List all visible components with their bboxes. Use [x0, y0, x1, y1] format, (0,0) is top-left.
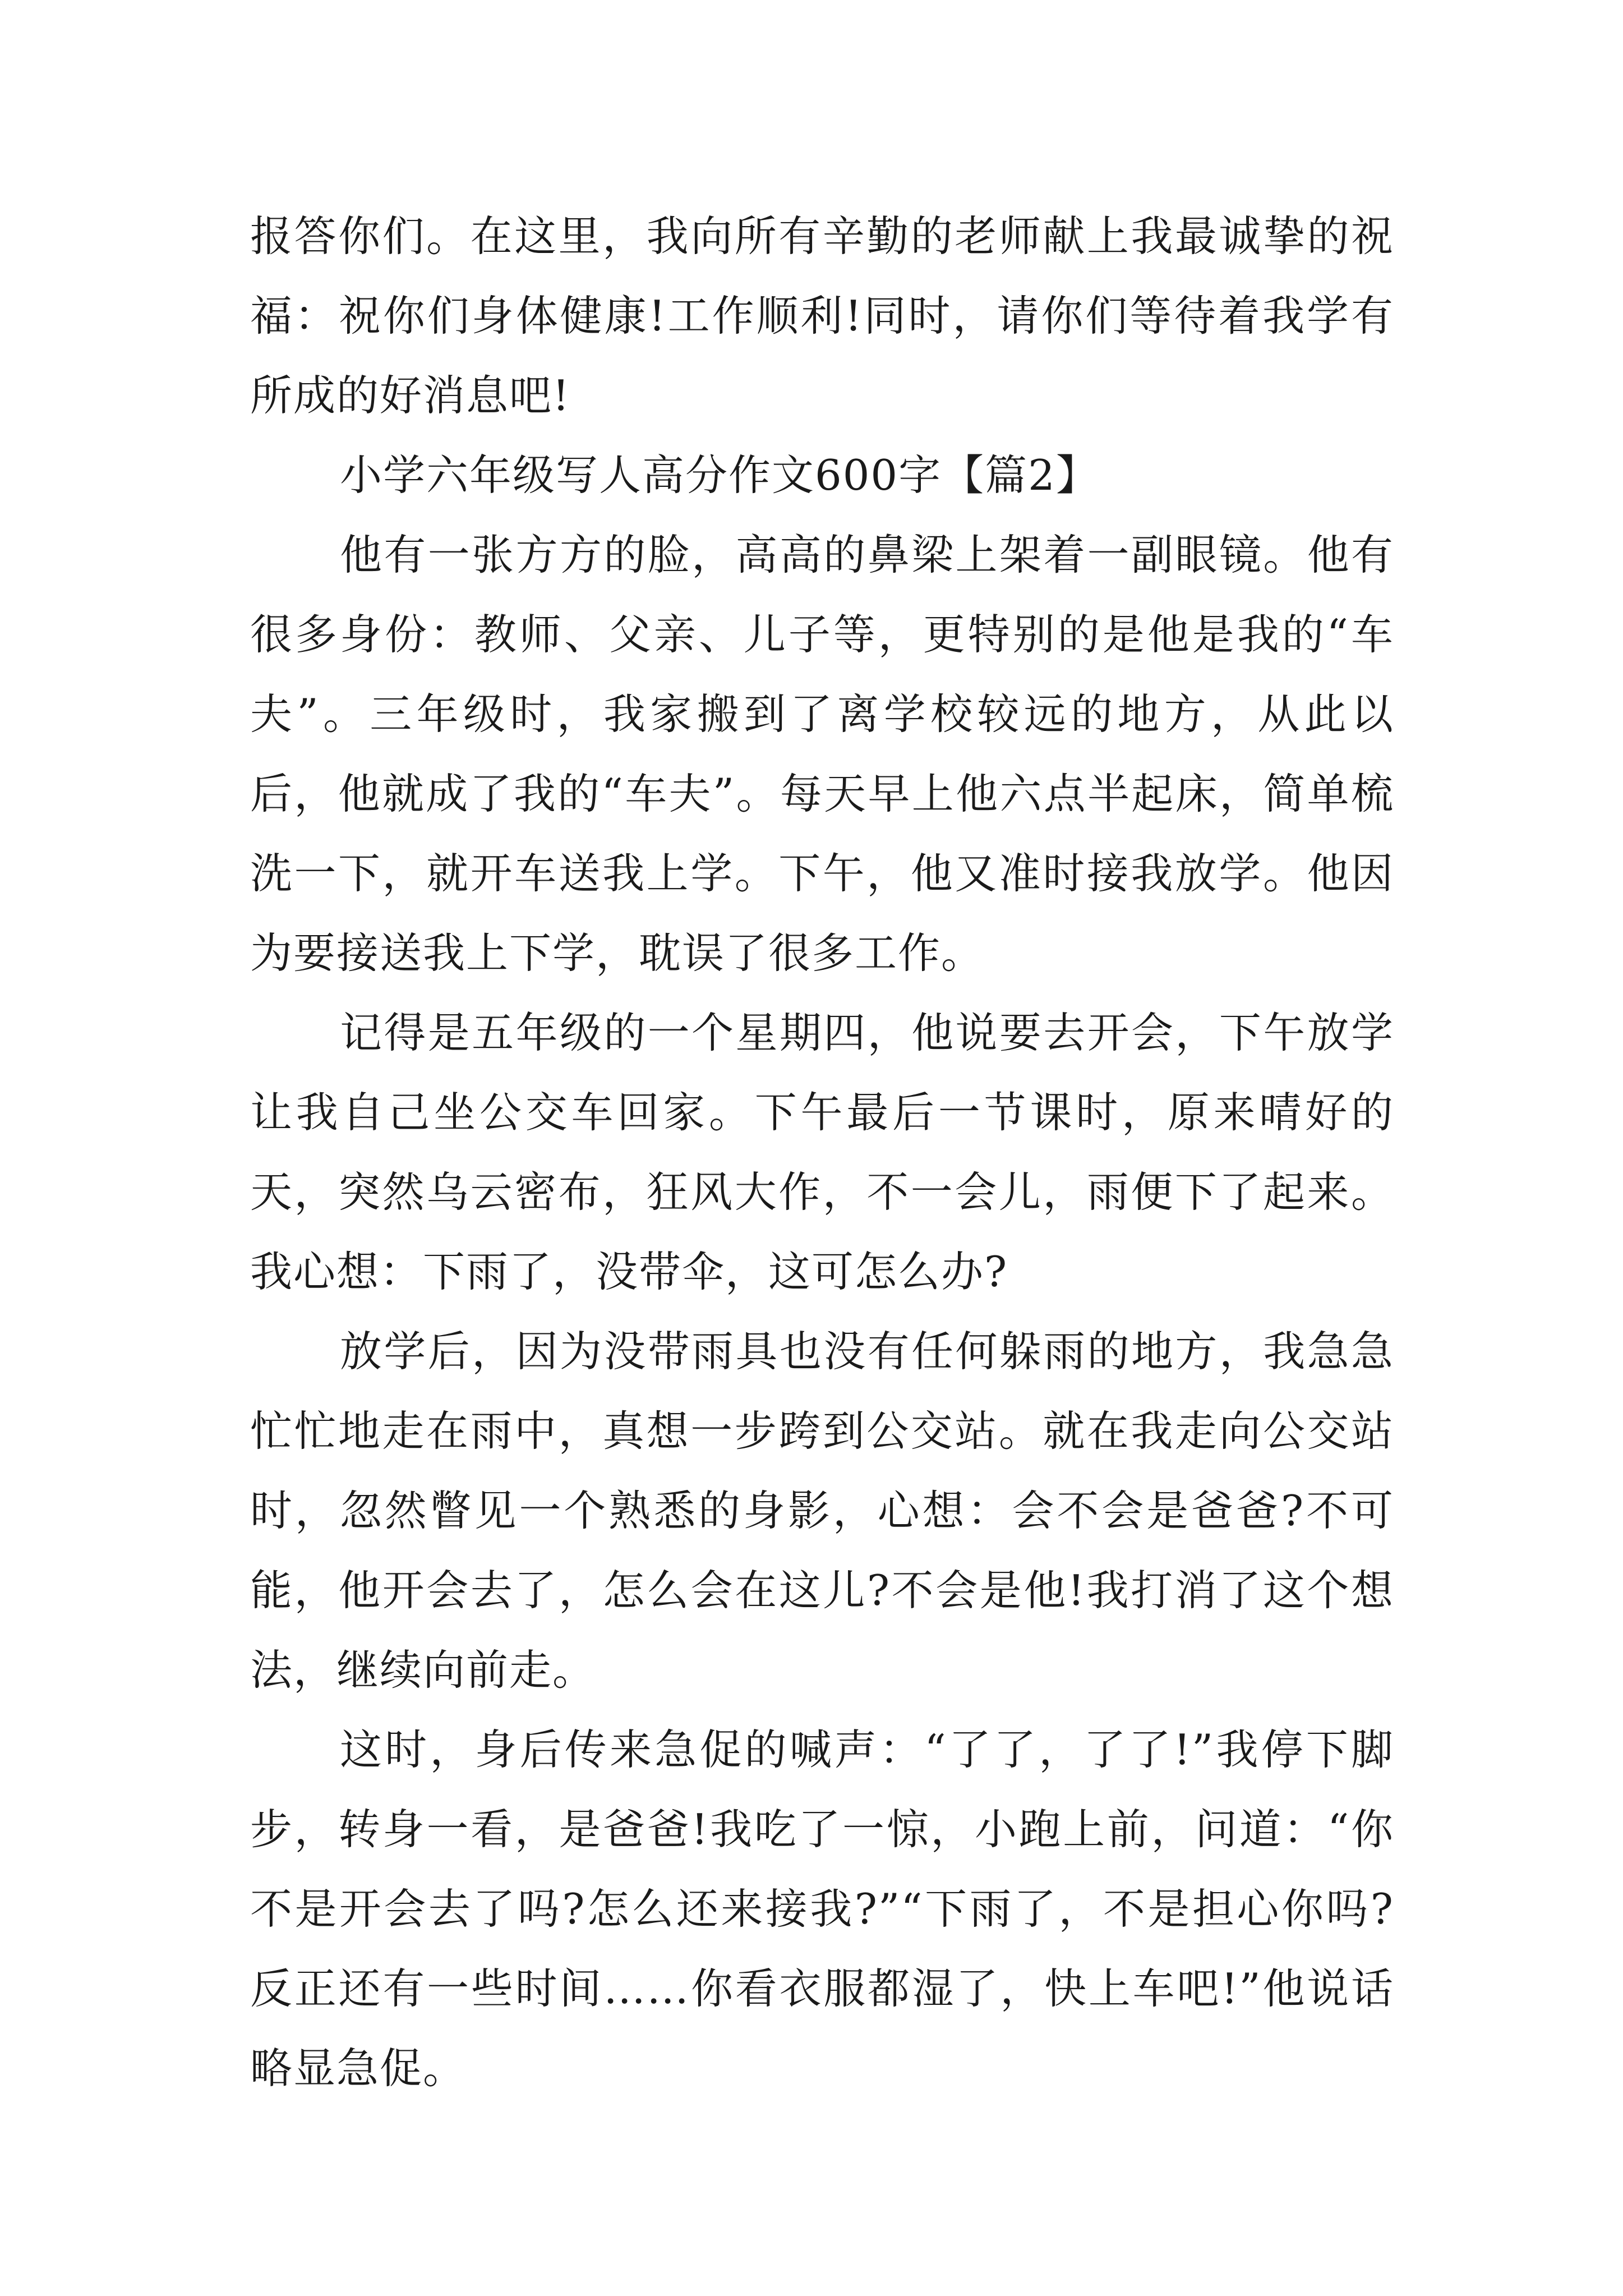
- section-title: 小学六年级写人高分作文600字【篇2】: [340, 450, 1099, 500]
- paragraph-3: 放学后，因为没带雨具也没有任何躲雨的地方，我急急忙忙地走在雨中，真想一步跨到公交站。就在我走向公交站时，忽然瞥见一个熟悉的身影，心想：会不会是爸爸?不可能，他开会去了，怎么会在这儿?不会是他!我打消了这个想法，继续向前走。: [250, 1327, 1394, 1695]
- paragraph-1: 他有一张方方的脸，高高的鼻梁上架着一副眼镜。他有很多身份：教师、父亲、儿子等，更特别的是他是我的“车夫”。三年级时，我家搬到了离学校较远的地方，从此以后，他就成了我的“车夫”。每天早上他六点半起床，简单梳洗一下，就开车送我上学。下午，他又准时接我放学。他因为要接送我上下学，耽误了很多工作。: [250, 530, 1394, 978]
- document-body: [250, 196, 1394, 2108]
- paragraph-2: 记得是五年级的一个星期四，他说要去开会，下午放学让我自己坐公交车回家。下午最后一节课时，原来晴好的天，突然乌云密布，狂风大作，不一会儿，雨便下了起来。我心想：下雨了，没带伞，这可怎么办?: [250, 1008, 1394, 1296]
- continuation-paragraph: 报答你们。在这里，我向所有辛勤的老师献上我最诚挚的祝福：祝你们身体健康!工作顺利!同时，请你们等待着我学有所成的好消息吧!: [250, 211, 1394, 420]
- paragraph-4: 这时，身后传来急促的喊声：“了了，了了!”我停下脚步，转身一看，是爸爸!我吃了一惊，小跑上前，问道：“你不是开会去了吗?怎么还来接我?”“下雨了，不是担心你吗?反正还有一些时间……你看衣服都湿了，快上车吧!”他说话略显急促。: [250, 1725, 1394, 2093]
